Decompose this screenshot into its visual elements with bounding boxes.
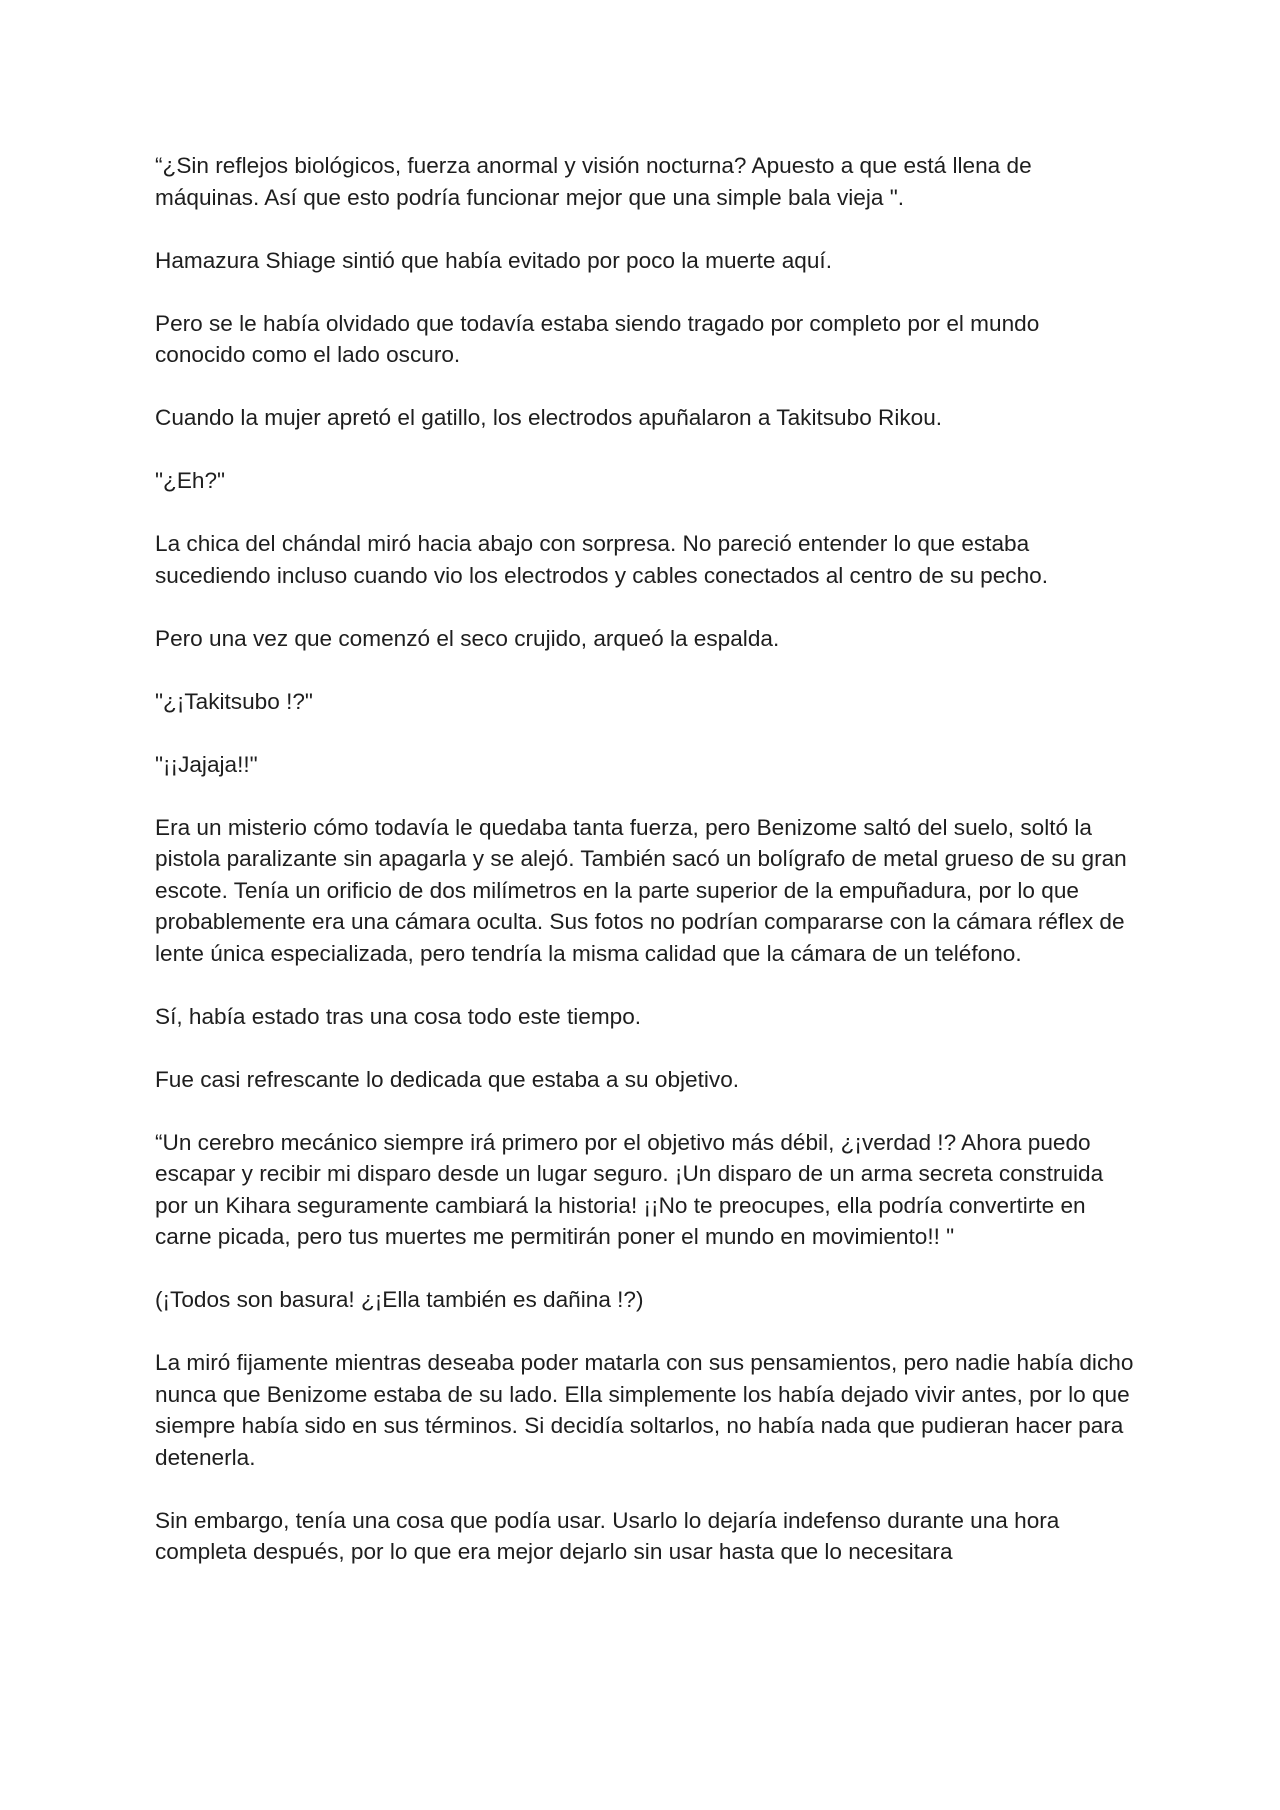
paragraph-16: Sin embargo, tenía una cosa que podía usar. Usarlo lo dejaría indefenso durante una hora completa después, por lo que era mejor dejarlo sin usar hasta que lo necesitara bbox=[155, 1507, 1060, 1564]
paragraph-7: Pero una vez que comenzó el seco crujido, arqueó la espalda. bbox=[155, 625, 780, 651]
paragraph-12: Fue casi refrescante lo dedicada que estaba a su objetivo. bbox=[155, 1066, 740, 1092]
paragraph-9: "¡¡Jajaja!!" bbox=[155, 751, 258, 777]
paragraph-8: "¿¡Takitsubo !?" bbox=[155, 688, 313, 714]
paragraph-5: "¿Eh?" bbox=[155, 468, 226, 493]
paragraph-3: Pero se le había olvidado que todavía estaba siendo tragado por completo por el mundo conocido como el lado oscuro. bbox=[155, 310, 1040, 367]
paragraph-14: (¡Todos son basura! ¿¡Ella también es dañina !?) bbox=[155, 1287, 644, 1312]
paragraph-13: “Un cerebro mecánico siempre irá primero por el objetivo más débil, ¿¡verdad !? Ahora puedo escapar y recibir mi disparo desde un lugar seguro. ¡Un disparo de un arma secreta construida por un Kihara seguramente cambiará la historia! ¡¡No te preocupes, ella podría convertirte en carne picada, pero tus muertes me permitirán poner el mundo en movimiento!! " bbox=[155, 1129, 1104, 1249]
document-body bbox=[155, 150, 1135, 1599]
paragraph-2: Hamazura Shiage sintió que había evitado por poco la muerte aquí. bbox=[155, 247, 832, 273]
paragraph-15: La miró fijamente mientras deseaba poder matarla con sus pensamientos, pero nadie había dicho nunca que Benizome estaba de su lado. Ella simplemente los había dejado vivir antes, por lo que siempre había sido en sus términos. Si decidía soltarlos, no había nada que pudieran hacer para detenerla. bbox=[155, 1350, 1134, 1470]
paragraph-6: La chica del chándal miró hacia abajo con sorpresa. No pareció entender lo que estaba sucediendo incluso cuando vio los electrodos y cables conectados al centro de su pecho. bbox=[155, 531, 1049, 588]
paragraph-1: “¿Sin reflejos biológicos, fuerza anormal y visión nocturna? Apuesto a que está llena de máquinas. Así que esto podría funcionar mejor que una simple bala vieja ". bbox=[155, 153, 1032, 210]
paragraph-11: Sí, había estado tras una cosa todo este tiempo. bbox=[155, 1003, 642, 1029]
paragraph-4: Cuando la mujer apretó el gatillo, los electrodos apuñalaron a Takitsubo Rikou. bbox=[155, 405, 943, 430]
paragraph-10: Era un misterio cómo todavía le quedaba tanta fuerza, pero Benizome saltó del suelo, soltó la pistola paralizante sin apagarla y se alejó. También sacó un bolígrafo de metal grueso de su gran escote. Tenía un orificio de dos milímetros en la parte superior de la empuñadura, por lo que probablemente era una cámara oculta. Sus fotos no podrían compararse con la cámara réflex de lente única especializada, pero tendría la misma calidad que la cámara de un teléfono. bbox=[155, 814, 1127, 966]
